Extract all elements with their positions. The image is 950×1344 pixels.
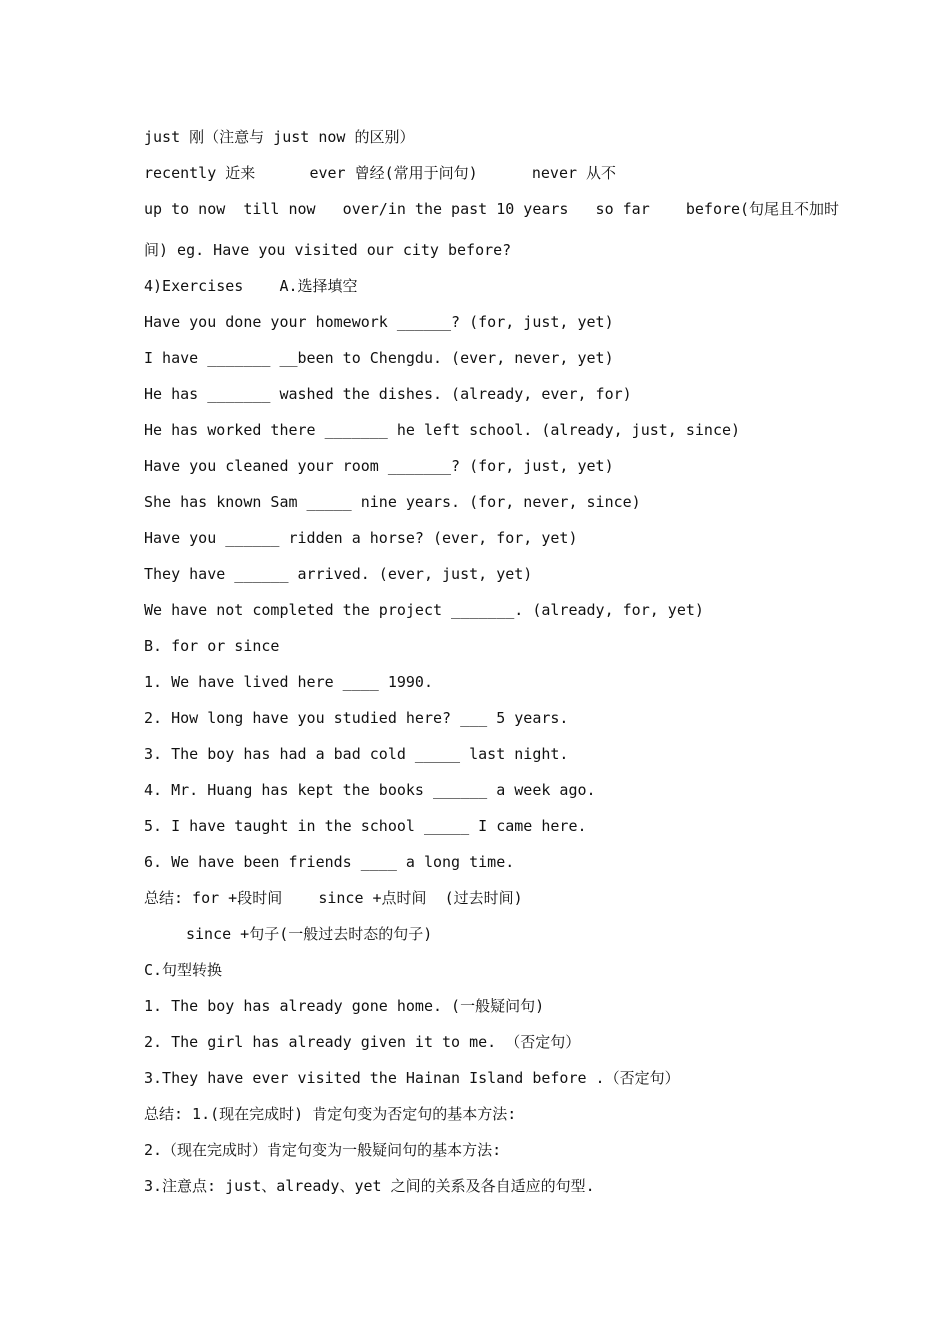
text-line: up to now till now over/in the past 10 years so far before(句尾且不加时 (144, 200, 840, 218)
exercise-item: 5. I have taught in the school _____ I came here. (144, 817, 587, 835)
exercise-item: 6. We have been friends ____ a long time. (144, 853, 515, 871)
summary-line: 总结: 1.(现在完成时) 肯定句变为否定句的基本方法: (144, 1105, 517, 1123)
exercise-item: 4. Mr. Huang has kept the books ______ a week ago. (144, 781, 596, 799)
exercise-item: We have not completed the project _______. (already, for, yet) (144, 601, 704, 619)
exercise-item: I have _______ __been to Chengdu. (ever, never, yet) (144, 349, 614, 367)
exercise-item: Have you done your homework ______? (for, just, yet) (144, 313, 614, 331)
document-page (144, 124, 844, 1209)
exercise-item: Have you cleaned your room _______? (for, just, yet) (144, 457, 614, 475)
text-line: just 刚（注意与 just now 的区别） (144, 128, 415, 146)
section-heading: B. for or since (144, 637, 280, 655)
exercise-item: He has worked there _______ he left school. (already, just, since) (144, 421, 741, 439)
exercise-item: 3. The boy has had a bad cold _____ last night. (144, 745, 569, 763)
exercise-item: 1. The boy has already gone home. (一般疑问句) (144, 997, 545, 1015)
exercise-item: They have ______ arrived. (ever, just, yet) (144, 565, 533, 583)
exercise-item: He has _______ washed the dishes. (already, ever, for) (144, 385, 632, 403)
section-heading: 4)Exercises A.选择填空 (144, 277, 358, 295)
summary-line: since +句子(一般过去时态的句子) (186, 925, 433, 943)
section-heading: C.句型转换 (144, 961, 223, 979)
summary-line: 3.注意点: just、already、yet 之间的关系及各自适应的句型. (144, 1177, 595, 1195)
exercise-item: 2. The girl has already given it to me. （否定句） (144, 1033, 581, 1051)
text-line: 间) eg. Have you visited our city before? (144, 241, 512, 259)
summary-line: 2.（现在完成时）肯定句变为一般疑问句的基本方法: (144, 1141, 502, 1159)
exercise-item: 3.They have ever visited the Hainan Island before .（否定句） (144, 1069, 680, 1087)
text-line: recently 近来 ever 曾经(常用于问句) never 从不 (144, 164, 617, 182)
summary-line: 总结: for +段时间 since +点时间 (过去时间) (144, 889, 523, 907)
exercise-item: Have you ______ ridden a horse? (ever, for, yet) (144, 529, 578, 547)
exercise-item: 2. How long have you studied here? ___ 5 years. (144, 709, 569, 727)
exercise-item: 1. We have lived here ____ 1990. (144, 673, 433, 691)
exercise-item: She has known Sam _____ nine years. (for, never, since) (144, 493, 641, 511)
